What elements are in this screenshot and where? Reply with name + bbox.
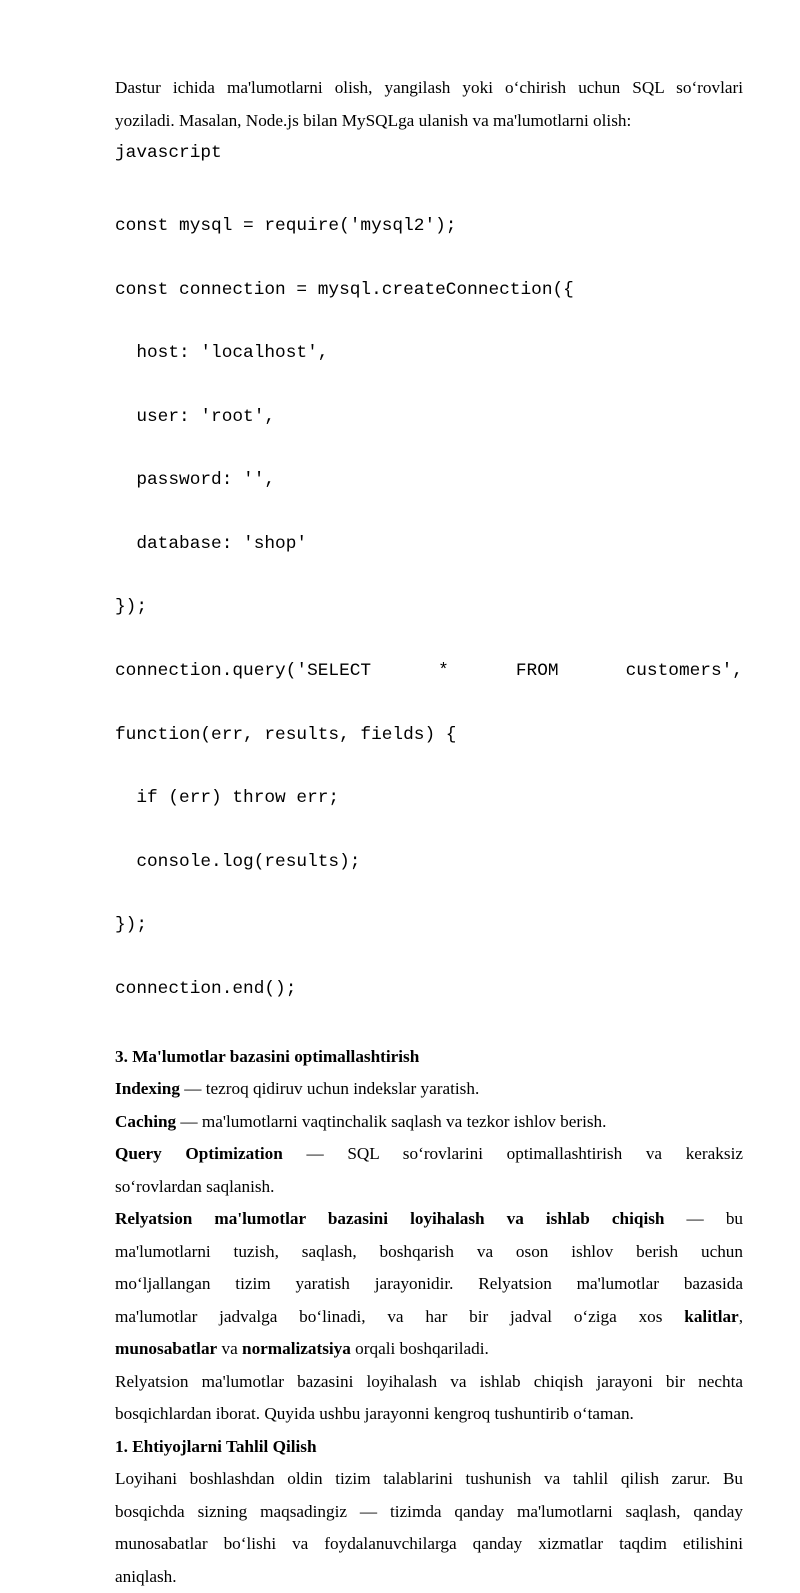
requirements-line-1: Loyihani boshlashdan oldin tizim talablarini tushunish va tahlil qilish zarur. Bu [115,1469,743,1489]
code-line: const mysql = require('mysql2'); [115,215,457,236]
relational-text: va [217,1339,243,1359]
code-token: * [438,661,449,682]
code-language-label: javascript [115,143,222,163]
relational-line-3: mo‘ljallangan tizim yaratish jarayonidir. Relyatsion ma'lumotlar bazasida [115,1274,743,1294]
intro-paragraph [115,72,743,137]
query-optimization-item [115,1138,743,1203]
process-line-1: Relyatsion ma'lumotlar bazasini loyihalash va ishlab chiqish jarayoni bir nechta [115,1371,743,1391]
caching-text: — ma'lumotlarni vaqtinchalik saqlash va tezkor ishlov berish. [176,1111,607,1131]
code-line: if (err) throw err; [115,788,340,809]
code-token: FROM [515,661,559,682]
relational-text: ma'lumotlar jadvalga bo‘linadi, va har bir jadval o‘ziga xos [115,1306,685,1326]
requirements-line-2: bosqichda sizning maqsadingiz — tizimda qanday ma'lumotlarni saqlash, qanday [115,1501,743,1521]
code-line: }); [115,597,148,618]
relational-line-1 [115,1203,743,1236]
code-line: host: 'localhost', [115,343,329,364]
relational-paragraph [115,1203,743,1366]
code-line-query [115,661,743,682]
code-line: const connection = mysql.createConnection({ [115,279,574,300]
code-line: database: 'shop' [115,533,308,554]
query-text: — SQL so‘rovlarini optimallashtirish va keraksiz [282,1144,743,1164]
intro-line-2: yoziladi. Masalan, Node.js bilan MySQLga ulanish va ma'lumotlarni olish: [115,110,632,130]
kalitlar-term: kalitlar [684,1306,739,1326]
code-line: console.log(results); [115,851,361,872]
indexing-item [115,1073,743,1106]
relational-text: orqali boshqariladi. [350,1339,489,1359]
relational-line-5 [115,1333,743,1366]
code-block [115,174,743,1043]
caching-item [115,1106,743,1139]
code-token: customers', [625,661,743,682]
caching-term: Caching [115,1111,177,1131]
code-line: password: '', [115,470,276,491]
relational-line-4 [115,1301,743,1334]
requirements-line-3: munosabatlar bo‘lishi va foydalanuvchilarga qanday xizmatlar taqdim etilishini [115,1534,743,1554]
query-line-1 [115,1138,743,1171]
comma: , [738,1306,743,1326]
code-line: connection.end(); [115,979,297,1000]
requirements-paragraph [115,1463,743,1593]
indexing-term: Indexing [115,1079,180,1099]
relational-term: Relyatsion ma'lumotlar bazasini loyihalash va ishlab chiqish [115,1209,665,1229]
relational-line-2: ma'lumotlarni tuzish, saqlash, boshqarish va oson ishlov berish uchun [115,1241,743,1261]
process-line-2: bosqichlardan iborat. Quyida ushbu jarayonni kengroq tushuntirib o‘taman. [115,1404,634,1424]
section-heading: 1. Ehtiyojlarni Tahlil Qilish [115,1436,317,1456]
code-line: function(err, results, fields) { [115,724,457,745]
munosabatlar-term: munosabatlar [115,1339,218,1359]
intro-line-1: Dastur ichida ma'lumotlarni olish, yangilash yoki o‘chirish uchun SQL so‘rovlari [115,78,743,97]
indexing-text: — tezroq qidiruv uchun indekslar yaratish. [179,1079,480,1099]
process-paragraph [115,1366,743,1431]
requirements-line-4: aniqlash. [115,1566,177,1586]
query-term: Query Optimization [115,1144,283,1164]
normalizatsiya-term: normalizatsiya [242,1339,351,1359]
document-page [115,72,743,1593]
code-line: }); [115,915,148,936]
section-heading: 3. Ma'lumotlar bazasini optimallashtirish [115,1046,420,1066]
code-token: connection.query('SELECT [115,661,372,682]
relational-text: — bu [664,1209,743,1229]
query-line-2: so‘rovlardan saqlanish. [115,1176,275,1196]
code-line: user: 'root', [115,406,276,427]
